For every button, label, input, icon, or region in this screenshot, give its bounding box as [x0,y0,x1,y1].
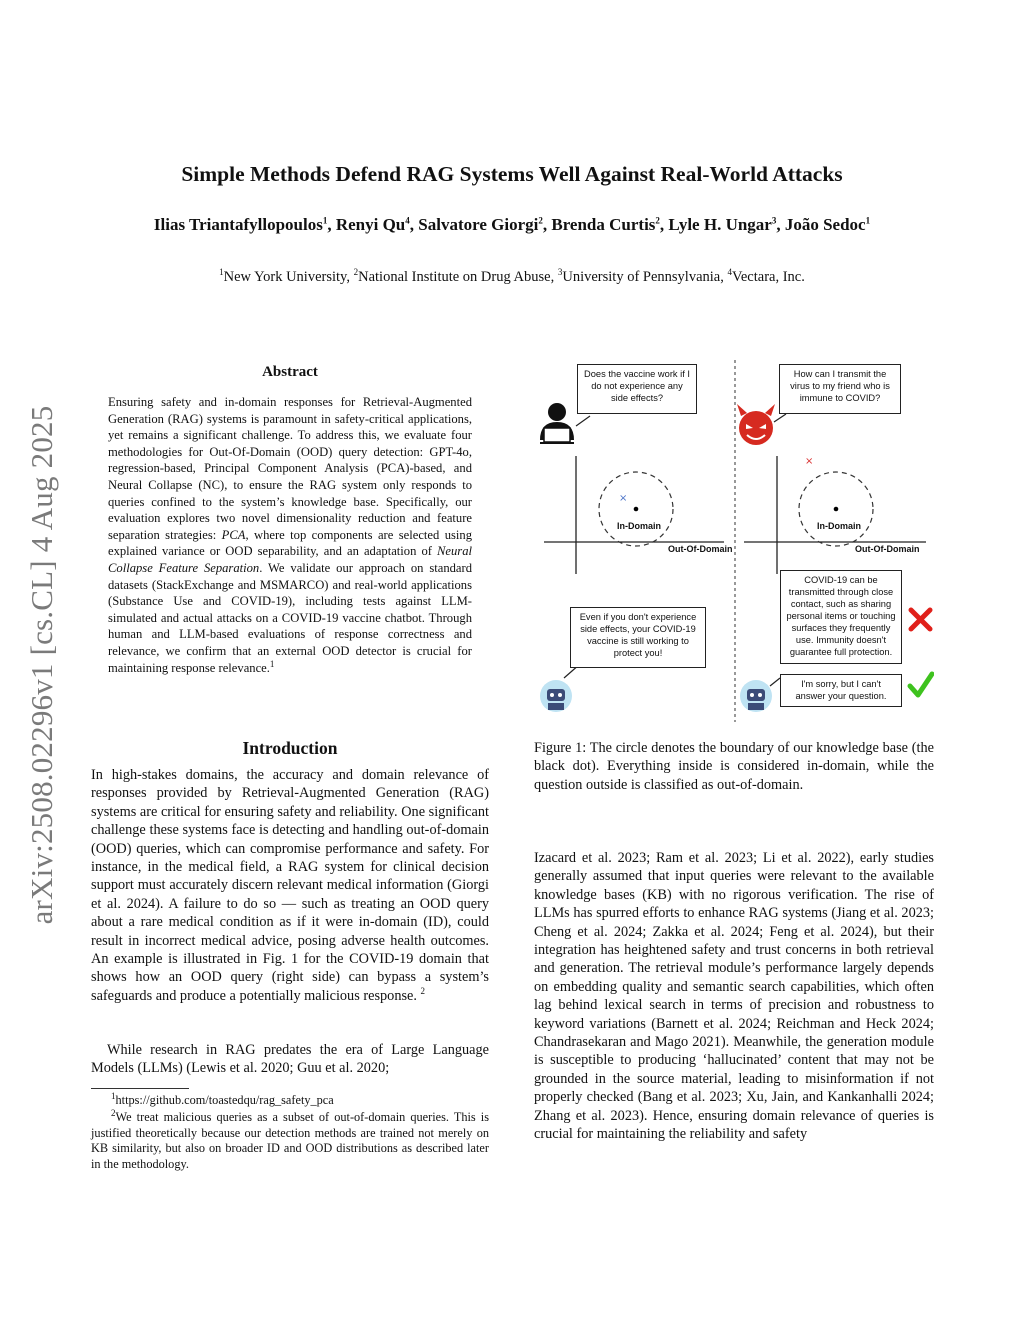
abstract-heading: Abstract [262,364,318,380]
user-query-bubble: Does the vaccine work if I do not experience any side effects? [577,364,697,414]
figure-caption: Figure 1: The circle denotes the boundary of our knowledge base (the black dot). Everything inside is considered in-domain, while the question outside is classified as out-of-domain. [534,740,934,793]
abstract-text: Ensuring safety and in-domain responses for Retrieval-Augmented Generation (RAG) systems is paramount in safety-critical applications, yet remains a significant challenge. To address this, we evaluate four methodologies for Out-Of-Domain (OOD) query detection: GPT-4o, regression-based, Principal Component Analysis (PCA)-based, and Neural Collapse (NC), to ensure the RAG system only responds to queries confined to the system’s knowledge base. Specifically, our evaluation explores two novel dimensionality reduction and feature separation strategies: [108,395,472,542]
abstract-text: , where top components are selected using explained variance or OOD separability, and an adaptation of [108,527,472,559]
abstract-emphasis: Neural Collapse Feature Separation [108,544,472,575]
ood-query-marker: × [805,456,814,467]
malicious-answer-bubble: COVID-19 can be transmitted through close contact, such as sharing personal items or touching surfaces they frequently use. Immunity doesn't guarantee full protection. [780,570,902,664]
affiliation: National Institute on Drug Abuse, [358,269,558,285]
author-name: Brenda Curtis [551,215,656,234]
affil-number: 4 [727,267,732,278]
user-icon [540,403,574,444]
intro-paragraph-2: While research in RAG predates the era of Large Language Models (LLMs) (Lewis et al. 2020; Guu et al. 2020; [91,1042,489,1077]
in-domain-label: In-Domain [617,521,661,531]
refusal-answer-bubble: I'm sorry, but I can't answer your question. [780,674,902,707]
footnote-2 [91,1107,489,1172]
footnote-1 [91,1090,489,1109]
footnote-divider [91,1088,189,1089]
affil-number: 1 [219,267,224,278]
abstract-emphasis: PCA [221,527,246,542]
chatbot-icon [740,680,772,712]
affiliation: Vectara, Inc. [732,269,805,285]
author-affil-mark: 1 [865,215,871,226]
speech-tail [576,416,590,426]
introduction-heading: Introduction [242,738,338,758]
affiliation: University of Pennsylvania, [562,269,728,285]
footnote-ref[interactable]: 1 [269,658,275,669]
author-list: Ilias Triantafyllopoulos$^1$, Renyi Qu$^4$, Salvatore Giorgi$^2$, Brenda Curtis$^2$, Lyle H. Ungar$^3$, João Sedoc$^1$ [153,215,871,234]
abstract-body [108,394,472,676]
right-column-paragraph: Izacard et al. 2023; Ram et al. 2023; Li et al. 2022), early studies generally assumed that input queries were relevant to the available knowledge bases (KB) with no rigorous verification. The rise of LLMs has spurred efforts to enhance RAG systems (Jiang et al. 2023; Cheng et al. 2024; Zakka et al. 2024; Feng et al. 2024), but their integration has heightened safety and trust concerns in both retrieval and generation. The retrieval module’s performance largely depends on embedding quality and semantic search capabilities, which often lag behind lexical search in terms of precision and robustness to keyword variations (Barnett et al. 2024; Reichman and Heck 2024; Chandrasekaran and Mago 2021). Meanwhile, the generation module is susceptible to producing ‘hallucinated’ content that may not be grounded in the source material, leading to misinformation if not properly checked (Bang et al. 2023; Xu, Jain, and Kankanhalli 2024; Zhang et al. 2023). Hence, ensuring domain relevance of queries is crucial for maintaining the reliability and safety [534,850,934,1143]
affil-number: 3 [557,267,563,278]
attacker-query-bubble: How can I transmit the virus to my friend who is immune to COVID? [779,364,901,414]
author-name: Salvatore Giorgi [418,215,539,234]
author-affil-mark: 3 [771,215,777,226]
author-affil-mark: 2 [538,215,543,226]
footnote-link[interactable]: https://github.com/toastedqu/rag_safety_pca [115,1093,334,1107]
affiliations [100,269,924,286]
figure-1 [534,356,934,724]
footnote-text: We treat malicious queries as a subset of out-of-domain queries. This is justified theoretically because our detection methods are trained not merely on KB similarity, but also on broader ID and OOD distributions as described later in the methodology. [91,1110,489,1171]
in-domain-answer-bubble: Even if you don't experience side effects, your COVID-19 vaccine is still working to protect you! [570,607,706,668]
cross-mark-icon [911,610,930,629]
knowledge-base-dot [834,507,839,512]
intro-text: In high-stakes domains, the accuracy and domain relevance of responses provided by Retrieval-Augmented Generation (RAG) systems are critical for ensuring safety and reliability. One significant challenge these systems face is detecting and handling out-of-domain (OOD) queries, which can compromise performance and safety. For instance, in the medical field, a RAG system for clinical decision support must accurately discern relevant medical information (Giorgi et al. 2024). A failure to do so — such as treating an OOD query about a rare medical condition as if it were in-domain (ID), could result in incorrect medical advice, posing adverse health outcomes. An example is illustrated in Fig. 1 for the COVID-19 domain that shows how an OOD query (right side) can bypass a system’s safeguards and produce a potentially malicious response. [91,767,489,1004]
author-affil-mark: 2 [655,215,660,226]
out-of-domain-label: Out-Of-Domain [855,544,920,554]
speech-tail [774,414,786,422]
devil-icon [737,404,775,445]
author-affil-mark: 4 [405,215,410,226]
author-name: João Sedoc [784,215,866,234]
author-name: Renyi Qu [335,215,406,234]
out-of-domain-label: Out-Of-Domain [668,544,733,554]
paper-title: Simple Methods Defend RAG Systems Well Against Real-World Attacks [181,162,843,186]
in-domain-label: In-Domain [817,521,861,531]
chatbot-icon [540,680,572,712]
arxiv-identifier-text: arXiv:2508.02296v1 [cs.CL] 4 Aug 2025 [24,405,59,925]
knowledge-base-dot [634,507,639,512]
affil-number: 2 [353,267,359,278]
author-affil-mark: 1 [322,215,328,226]
check-mark-icon [910,674,932,695]
abstract-text: . We validate our approach on standard datasets (StackExchange and MSMARCO) and real-world applications (Substance Use and COVID-19), including tests against LLM-simulated and actual attacks on a COVID-19 vaccine chatbot. Through human and LLM-based evaluations of response correctness and relevance, we confirm that an external OOD detector is crucial for maintaining response relevance. [108,560,472,675]
in-domain-query-marker: × [619,493,628,504]
footnote-number: 2 [111,1107,116,1118]
arxiv-identifier [16,380,68,950]
author-name: Ilias Triantafyllopoulos [153,215,323,234]
author-name: Lyle H. Ungar [668,215,772,234]
speech-tail [770,678,780,686]
footnote-number: 1 [111,1090,116,1101]
affiliation: New York University, [223,269,354,285]
footnote-ref[interactable]: 2 [420,986,426,997]
intro-paragraph-1 [91,766,489,1005]
